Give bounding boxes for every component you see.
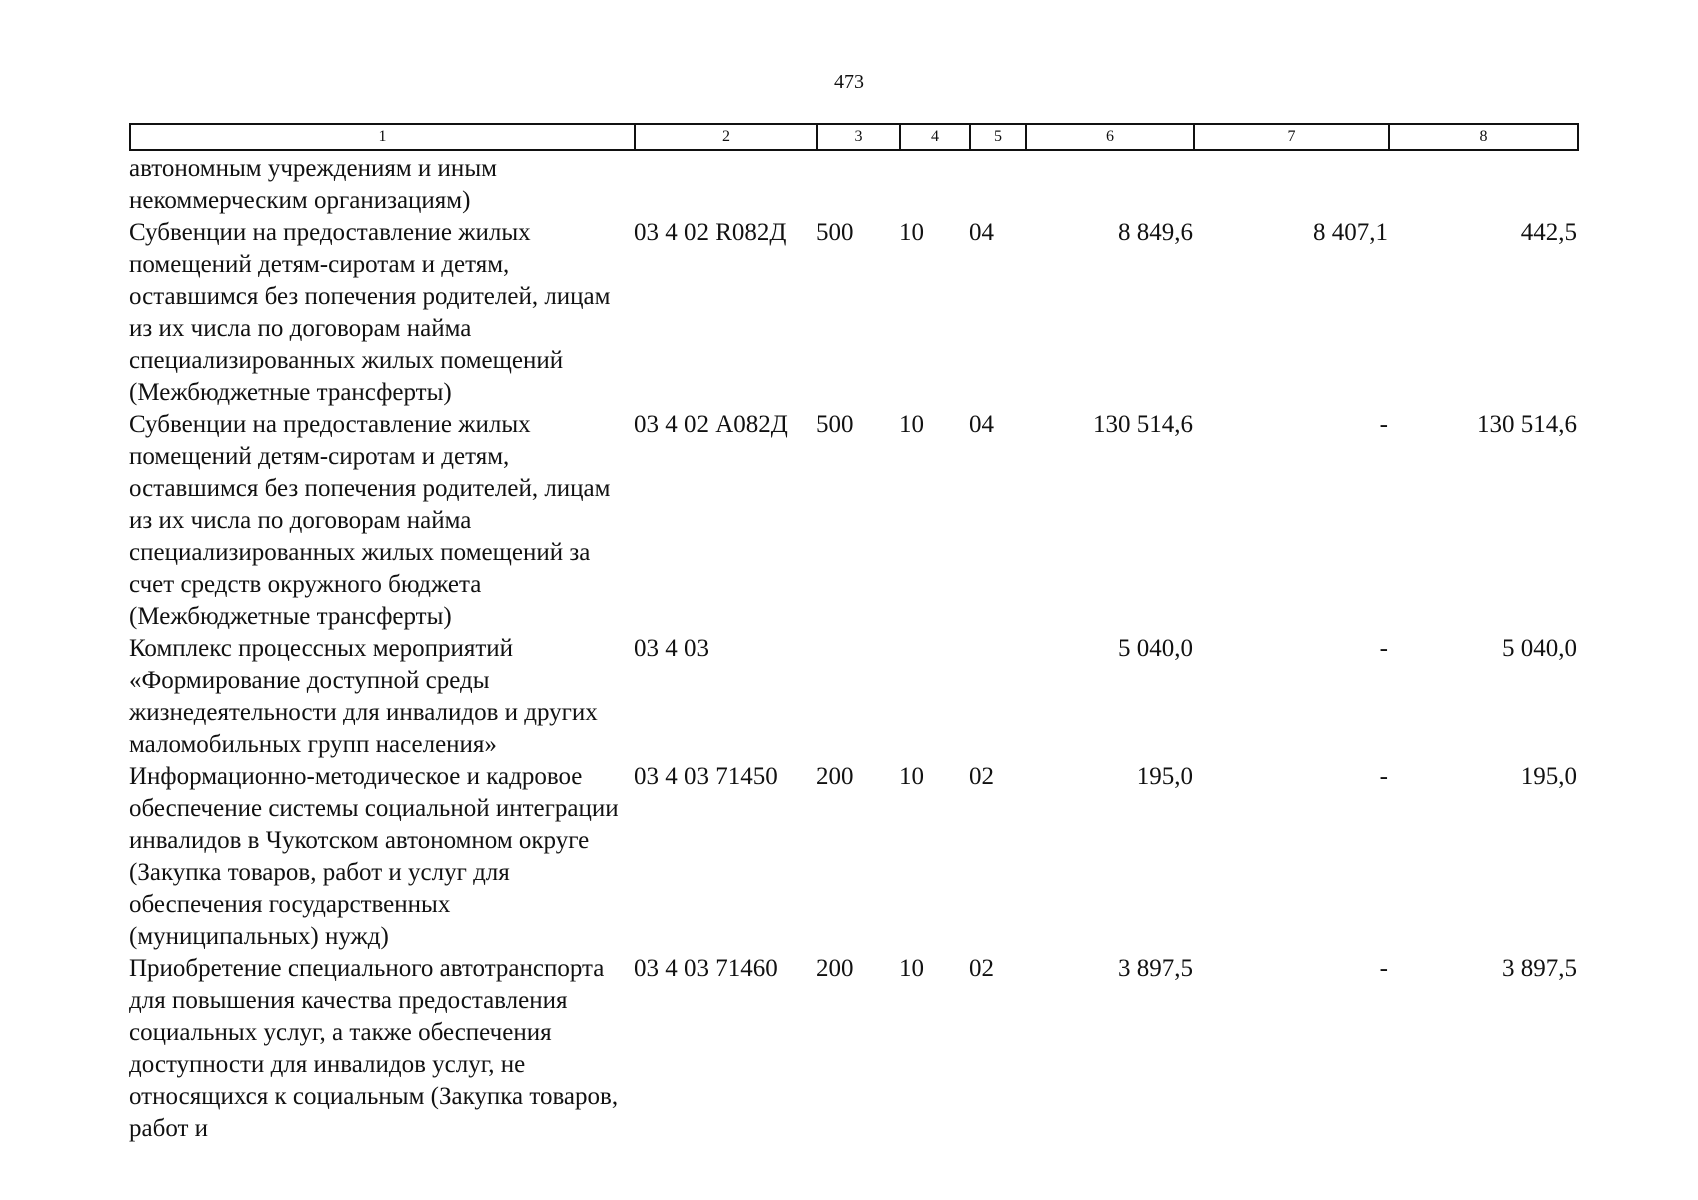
row-regional: 442,5 [1520, 219, 1577, 246]
row-name: Субвенции на предоставление жилых помещений детям-сиротам и детям, оставшимся без попечения родителей, лицам из их числа по договорам найма специализированных жилых помещений (Межбюджетные трансферты) [129, 219, 611, 406]
row-federal: - [1379, 763, 1388, 790]
row-regional [1388, 153, 1577, 217]
row-pr: 02 [969, 955, 994, 982]
row-vr: 500 [816, 411, 854, 438]
row-code: 03 4 03 71460 [634, 955, 778, 982]
row-total: 8 849,6 [1118, 219, 1193, 246]
row-code [634, 153, 816, 217]
row-vr: 200 [816, 763, 854, 790]
column-number-header [129, 123, 1579, 151]
row-federal: - [1379, 635, 1388, 662]
table-row [129, 633, 1577, 761]
row-rz: 10 [899, 219, 924, 246]
budget-table-body [129, 153, 1577, 1145]
row-total [1025, 153, 1193, 217]
row-code: 03 4 02 А082Д [634, 411, 788, 438]
row-pr: 04 [969, 411, 994, 438]
row-pr [969, 633, 1025, 761]
row-regional: 5 040,0 [1502, 635, 1577, 662]
row-name: Информационно-методическое и кадровое обеспечение системы социальной интеграции инвалидов в Чукотском автономном округе (Закупка товаров, работ и услуг для обеспечения государственных (муниципальных) нужд) [129, 763, 619, 950]
header-col-6: 6 [1026, 124, 1194, 150]
row-code: 03 4 03 71450 [634, 763, 778, 790]
header-col-1: 1 [130, 124, 635, 150]
header-col-8: 8 [1389, 124, 1578, 150]
row-pr: 02 [969, 763, 994, 790]
row-vr [816, 633, 899, 761]
row-vr: 200 [816, 955, 854, 982]
row-total: 130 514,6 [1093, 411, 1193, 438]
row-rz [899, 153, 969, 217]
row-rz [899, 633, 969, 761]
row-vr [816, 153, 899, 217]
row-regional: 130 514,6 [1477, 411, 1577, 438]
row-code: 03 4 02 R082Д [634, 219, 787, 246]
row-federal [1193, 153, 1388, 217]
row-code: 03 4 03 [634, 635, 709, 662]
table-row [129, 409, 1577, 633]
header-col-5: 5 [970, 124, 1026, 150]
table-row [129, 761, 1577, 953]
row-total: 5 040,0 [1118, 635, 1193, 662]
table-row [129, 217, 1577, 409]
row-regional: 195,0 [1520, 763, 1577, 790]
row-vr: 500 [816, 219, 854, 246]
header-col-3: 3 [817, 124, 900, 150]
row-rz: 10 [899, 763, 924, 790]
row-total: 3 897,5 [1118, 955, 1193, 982]
row-federal: - [1379, 411, 1388, 438]
row-total: 195,0 [1136, 763, 1193, 790]
row-name: автономным учреждениям и иным некоммерческим организациям) [129, 155, 497, 214]
row-pr: 04 [969, 219, 994, 246]
row-federal: - [1379, 955, 1388, 982]
row-rz: 10 [899, 411, 924, 438]
row-federal: 8 407,1 [1313, 219, 1388, 246]
header-col-7: 7 [1194, 124, 1389, 150]
header-col-2: 2 [635, 124, 817, 150]
row-rz: 10 [899, 955, 924, 982]
table-row [129, 153, 1577, 217]
row-name: Субвенции на предоставление жилых помещений детям-сиротам и детям, оставшимся без попечения родителей, лицам из их числа по договорам найма специализированных жилых помещений за счет средств окружного бюджета (Межбюджетные трансферты) [129, 411, 611, 630]
row-regional: 3 897,5 [1502, 955, 1577, 982]
row-name: Приобретение специального автотранспорта для повышения качества предоставления социальных услуг, а также обеспечения доступности для инвалидов услуг, не относящихся к социальным (Закупка товаров, работ и [129, 955, 619, 1142]
header-col-4: 4 [900, 124, 970, 150]
page-number: 473 [834, 71, 864, 93]
table-row [129, 953, 1577, 1145]
row-pr [969, 153, 1025, 217]
row-name: Комплекс процессных мероприятий «Формирование доступной среды жизнедеятельности для инвалидов и других маломобильных групп населения» [129, 635, 598, 758]
